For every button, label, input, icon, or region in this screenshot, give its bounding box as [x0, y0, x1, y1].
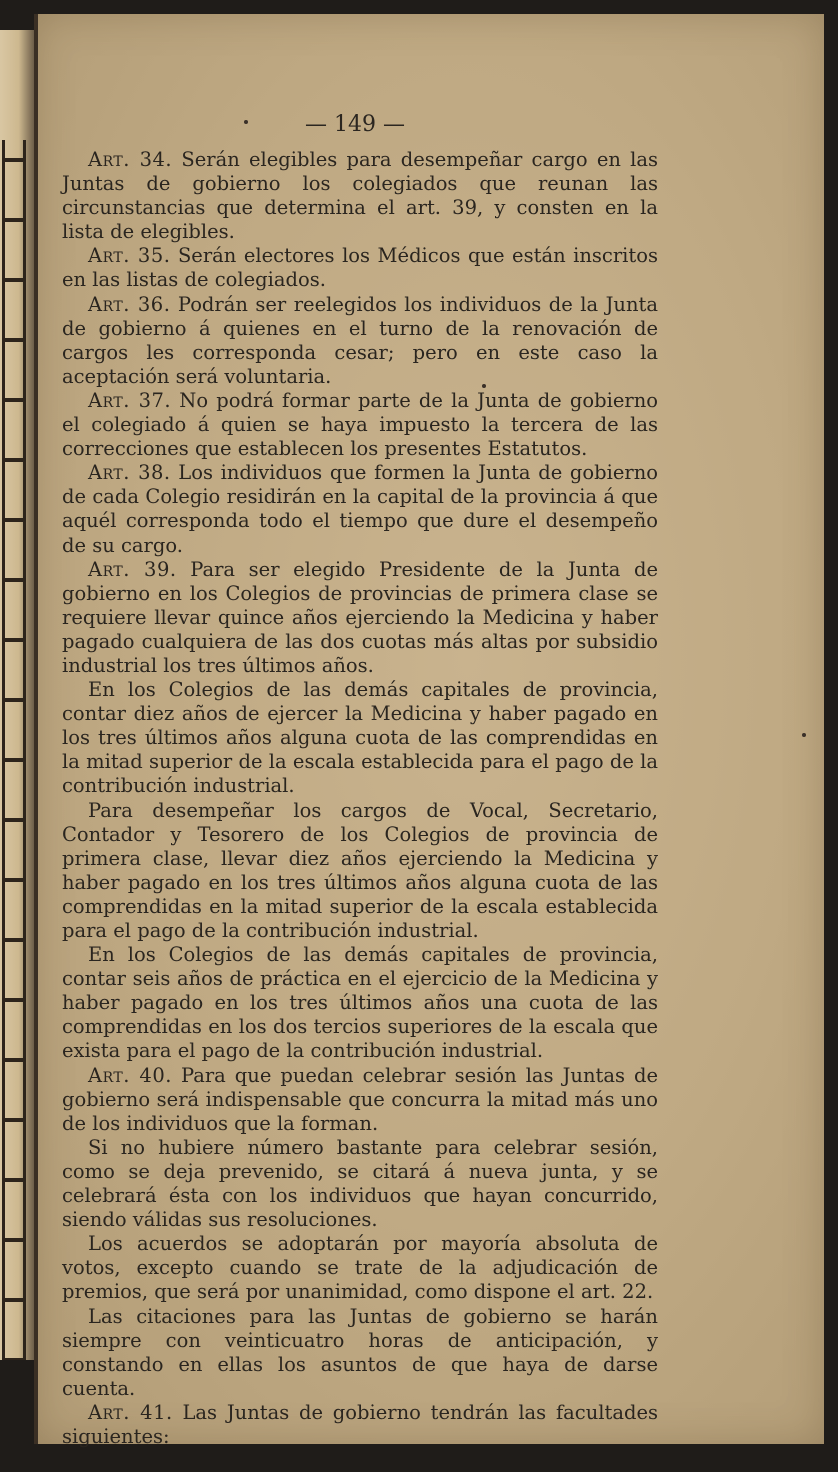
book-binding	[0, 30, 34, 1360]
article-label: Art. 37.	[88, 388, 172, 412]
paragraph: Si no hubiere número bastante para celebrar sesión, como se deja prevenido, se citará á nueva junta, y se celebrará ésta con los individuos que hayan concurrido, siendo válidas sus resoluciones.	[62, 1135, 658, 1232]
article-text: Los individuos que formen la Junta de gobierno de cada Colegio residirán en la capital de la provincia á que aquél corresponda todo el tiempo que dure el desempeño de su cargo.	[62, 461, 658, 557]
article-text: Serán electores los Médicos que están inscritos en las listas de colegiados.	[62, 244, 658, 292]
article-34	[62, 148, 658, 244]
article-38	[62, 461, 658, 557]
article-35	[62, 244, 658, 292]
binding-chain-ornament	[2, 140, 26, 1360]
ink-speck	[482, 384, 486, 388]
article-text: Para que puedan celebrar sesión las Juntas de gobierno será indispensable que concurra la mitad más uno de los individuos que la forman.	[62, 1063, 659, 1135]
article-36	[62, 293, 658, 389]
page-text	[62, 148, 658, 1449]
ink-speck	[802, 733, 806, 737]
article-text: Serán elegibles para desempeñar cargo en las Juntas de gobierno los colegiados que reunan las circunstancias que determina el art. 39, y consten en la lista de elegibles.	[62, 148, 659, 244]
paragraph: Las citaciones para las Juntas de gobierno se harán siempre con veinticuatro horas de anticipación, y constando en ellas los asuntos de que haya de darse cuenta.	[62, 1304, 658, 1400]
page-number: — 149 —	[305, 112, 405, 137]
page-edge	[34, 14, 38, 1444]
article-text: Podrán ser reelegidos los individuos de la Junta de gobierno á quienes en el turno de la renovación de cargos les corresponda cesar; pero en este caso la aceptación será voluntaria.	[62, 292, 658, 388]
article-label: Art. 38.	[88, 461, 171, 485]
article-text: Para ser elegido Presidente de la Junta de gobierno en los Colegios de provincias de primera clase se requiere llevar quince años ejerciendo la Medicina y haber pagado cualquiera de las dos cuotas más altas por subsidio industrial los tres últimos años.	[62, 557, 659, 677]
article-40	[62, 1064, 658, 1136]
article-label: Art. 36.	[88, 292, 171, 316]
article-37	[62, 389, 658, 461]
paragraph: En los Colegios de las demás capitales de provincia, contar diez años de ejercer la Medicina y haber pagado en los tres últimos años alguna cuota de las comprendidas en la mitad superior de la escala establecida para el pago de la contribución industrial.	[62, 678, 658, 798]
article-text: No podrá formar parte de la Junta de gobierno el colegiado á quien se haya impuesto la tercera de las correcciones que establecen los presentes Estatutos.	[62, 388, 658, 461]
paragraph: En los Colegios de las demás capitales de provincia, contar seis años de práctica en el ejercicio de la Medicina y haber pagado en los tres últimos años una cuota de las comprendidas en los dos tercios superiores de la escala que exista para el pago de la contribución industrial.	[62, 943, 658, 1063]
article-41	[62, 1401, 658, 1449]
article-label: Art. 34.	[88, 148, 173, 171]
paragraph: Para desempeñar los cargos de Vocal, Secretario, Contador y Tesorero de los Colegios de provincia de primera clase, llevar diez años ejerciendo la Medicina y haber pagado en los tres últimos años alguna cuota de las comprendidas en la mitad superior de la escala establecida para el pago de la contribución industrial.	[62, 798, 658, 942]
article-text: Las Juntas de gobierno tendrán las facultades siguientes:	[62, 1400, 659, 1448]
article-label: Art. 39.	[88, 557, 177, 581]
paragraph: Los acuerdos se adoptarán por mayoría absoluta de votos, excepto cuando se trate de la adjudicación de premios, que será por unanimidad, como dispone el art. 22.	[62, 1232, 658, 1304]
ink-speck	[244, 120, 248, 124]
article-label: Art. 41.	[88, 1400, 173, 1424]
article-label: Art. 35.	[88, 244, 171, 268]
article-label: Art. 40.	[88, 1063, 172, 1087]
article-39	[62, 558, 658, 678]
